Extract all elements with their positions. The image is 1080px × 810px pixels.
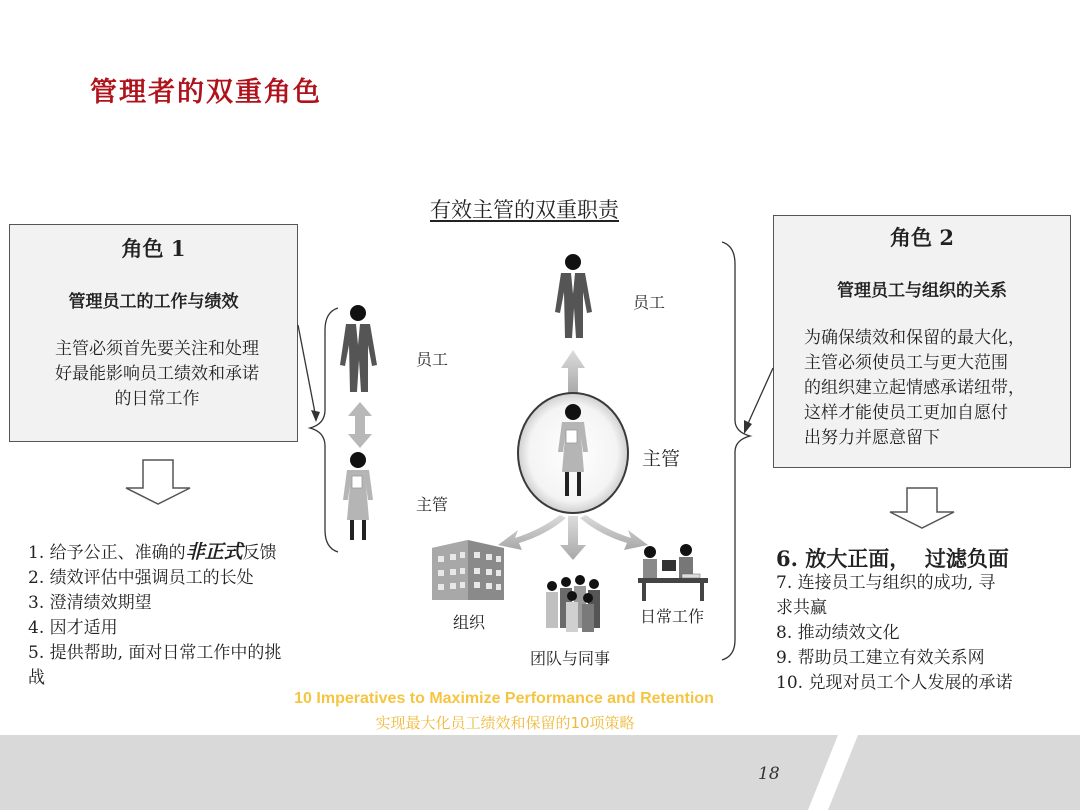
footer-chinese: 实现最大化员工绩效和保留的10项策略 (375, 714, 635, 732)
list-item: 7. 连接员工与组织的成功, 寻 (776, 573, 996, 593)
role1-body-line: 的日常工作 (114, 389, 200, 409)
list-item: 4. 因才适用 (28, 618, 118, 638)
center-title: 有效主管的双重职责 (430, 198, 619, 222)
role2-action-list (776, 546, 1012, 696)
list-item: 10. 兑现对员工个人发展的承诺 (776, 673, 1013, 693)
footer-english: 10 Imperatives to Maximize Performance and Retention (294, 690, 714, 707)
footer-stripe (0, 735, 1080, 810)
double-arrow-icon (348, 402, 372, 448)
up-arrow-icon (561, 350, 585, 394)
list-item: 3. 澄清绩效期望 (28, 593, 152, 613)
list-item: 战 (28, 668, 45, 688)
list-item: 9. 帮助员工建立有效关系网 (776, 648, 985, 668)
label-employee-top: 员工 (633, 293, 666, 312)
role2-body-line: 这样才能使员工更加自愿付 (804, 403, 1008, 423)
connector-arrow (746, 368, 773, 428)
label-team: 团队与同事 (530, 649, 611, 668)
employee-figure-icon (340, 305, 377, 392)
team-group-icon (546, 575, 600, 632)
role1-heading: 角色 1 (121, 236, 186, 261)
role2-heading: 角色 2 (890, 225, 954, 250)
role2-body-line: 为确保绩效和保留的最大化， (804, 328, 1025, 348)
list-item: 1. 给予公正、准确的非正式反馈 (28, 541, 277, 563)
list-item: 2. 绩效评估中强调员工的长处 (28, 568, 254, 588)
page-number: 18 (758, 764, 780, 784)
role2-body-line: 出努力并愿意留下 (804, 428, 940, 448)
right-brace (722, 242, 750, 660)
daily-work-desk-icon (638, 544, 708, 601)
organization-building-icon (432, 540, 504, 600)
employee-top-figure-icon (555, 254, 592, 338)
role2-body-line: 的组织建立起情感承诺纽带， (804, 378, 1025, 398)
list-item: 5. 提供帮助, 面对日常工作中的挑 (28, 643, 282, 663)
role2-subtitle: 管理员工与组织的关系 (837, 281, 1007, 301)
role1-subtitle: 管理员工的工作与绩效 (68, 292, 239, 312)
list-item: 求共赢 (776, 598, 827, 618)
label-employee-left: 员工 (416, 350, 449, 369)
role1-action-list (28, 540, 281, 691)
branch-arrow-icon (560, 516, 586, 560)
label-organization: 组织 (453, 613, 486, 632)
left-brace (310, 308, 338, 552)
branch-arrow-icon (580, 515, 648, 550)
connector-arrow (298, 325, 316, 418)
role1-body-line: 主管必须首先要关注和处理 (55, 339, 259, 359)
manager-figure-icon (343, 452, 373, 540)
page-title: 管理者的双重角色 (90, 77, 322, 108)
label-manager-center: 主管 (642, 448, 681, 470)
down-arrow-icon (890, 488, 954, 528)
branch-arrow-icon (498, 515, 566, 550)
list-item: 8. 推动绩效文化 (776, 623, 900, 643)
role1-body-line: 好最能影响员工绩效和承诺 (55, 364, 259, 384)
list-item: 6. 放大正面， 过滤负面 (776, 546, 1009, 571)
arrow-head-icon (744, 420, 752, 434)
role2-body-line: 主管必须使员工与更大范围 (804, 353, 1008, 373)
emphasis-text: 非正式 (185, 541, 243, 563)
down-arrow-icon (126, 460, 190, 504)
label-daily-work: 日常工作 (640, 607, 705, 626)
label-manager-left: 主管 (416, 495, 449, 514)
arrow-head-icon (311, 410, 320, 422)
